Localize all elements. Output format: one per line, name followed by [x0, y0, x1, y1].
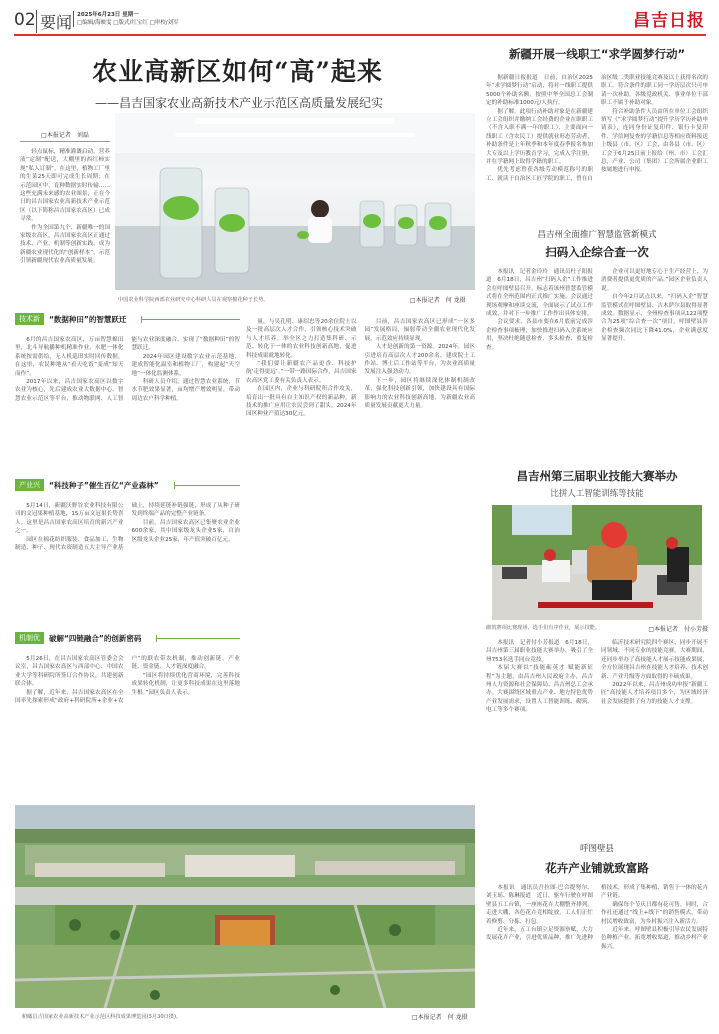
lead-photo-caption: 中国农业科学院西部农业研究中心科研人员在观察棉花种子长势。 [118, 297, 269, 303]
section-title: “数据种田”的智慧跃迁 [49, 314, 127, 324]
paragraph: 人才是创新的第一资源。2024年，园区引进培育高层次人才200余名，建成院士工作站、博士后工作站等平台，为农业高质量发展注入强劲动力。 [364, 344, 475, 376]
paragraph: 本届大赛以“技能砺英才 赋能新征程”为主题，由昌吉州人民政府主办，昌吉州人力资源和社会保障局、昌吉州总工会承办。大赛围绕区域重点产业、地方特色优势产业发展需求，设置人工智能训练、砌筑、电工等多个赛项。 [486, 665, 593, 714]
section-tag: 技术新 [15, 313, 44, 325]
lead-photo-credit: □本报记者 何 龙摄 [410, 297, 466, 304]
section-rule [156, 638, 240, 639]
article-title: 新疆开展一线职工“求学圆梦行动” [508, 47, 686, 61]
paragraph: 下一步，园区将继续深化体制机制改革，强化科技创新引领，加快建设具有国际影响力的农业科技创新高地，为新疆农业高质量发展贡献更大力量。 [364, 377, 475, 410]
article-study-dream [486, 46, 708, 224]
section-title: “科技种子”催生百亿“产业森林” [49, 480, 159, 490]
section-industry [15, 478, 240, 632]
aerial-photo-credit: □本报记者 何 龙摄 [412, 1014, 468, 1021]
section-rule [174, 485, 240, 486]
paragraph: 目前，昌吉国家农高区已集聚农业企业600余家，其中国家级龙头企业5家，自治区级龙头企业25家，年产值突破百亿元。 [131, 519, 240, 543]
paragraph: 科研人员介绍，通过智慧农业系统，节水节肥效果显著，亩均增产增效明显，带动周边农户科学种植。 [131, 379, 240, 402]
paragraph: 在园区内，企业与科研院所合作攻关，培育出一批具有自主知识产权的新品种，新技术的推广应用让农民尝到了甜头。2024年园区种业产值达30亿元。 [246, 386, 357, 418]
skills-photo-caption: 砌筑赛项比赛现场，选手们有序作业，展示技能。 [486, 625, 601, 631]
paragraph: 2024年园区建设数字农业示范基地，建成智能化温室和植物工厂，构建起“天空地”一体化监测体系。 [131, 353, 240, 377]
paragraph: 5月14日，新疆沃野谷农业科技有限公司的文冠果种植基地，15万亩文冠果长势喜人。这里是昌吉国家农高区培育的新兴产业之一。 [15, 503, 124, 535]
paragraph: 企业可以更好地专心于生产经营上，为消费者提供更优质的产品。”园区企业负责人说。 [601, 269, 708, 292]
aerial-photo-caption: 俯瞰昌吉国家农业高新技术产业示范区科技成果博览园(5月30日摄)。 [22, 1014, 182, 1020]
article-scan-code [486, 228, 708, 468]
paragraph: 6月的昌吉国家农高区，万亩智慧棉田里，北斗导航播种机精准作业，水肥一体化系统按需供给，无人机巡田实时回传数据。在这里，农民种地从“看天吃饭”变成“知天而作”。 [15, 337, 124, 377]
staff-credits: □编辑/海映雯 □版式/红宝红 □审校/刘军 [77, 20, 179, 26]
section-name: 要闻 [36, 10, 72, 33]
paragraph: 轻点鼠标，精准灌溉启动，营养液“定制”配送，大棚里的西红柿实现“私人订制”。在这里，植物工厂里的生菜25天即可完成生长周期；在示范园区中，育种数据实时传输……这些充满未来感的农业图景，正在今日的昌吉国家农业高新技术产业示范区（以下简称昌吉国家农高区）已成寻常。 [20, 149, 110, 223]
paragraph: 会议要求，各县市要在6月底前完成涉企检查事项梳理，加快推进扫码入企系统应用，坚决杜绝随意检查、多头检查、重复检查。 [486, 319, 593, 351]
paragraph: 2017年以来，昌吉国家农高区以数字农业为核心，先后建成农业大数据中心、智慧农业示范区等平台，推动物联网、人工智能与农业深度融合，实现了“数据种田”的智慧跃迁。 [15, 337, 240, 402]
article-title: 花卉产业铺就致富路 [545, 861, 649, 875]
article-kicker: 昌吉州全面推广智慧监管新模式 [537, 230, 657, 240]
section-tag: 机制优 [15, 632, 44, 644]
paragraph: 自今年2月试点以来，“扫码入企”智慧监管模式在呼图壁县、吉木萨尔县取得显著成效。数据显示，全州检查事项从122项整合为25项“综合查一次”项目，呼图壁县涉企检查频次同比下降41.0%，企业满意度显著提升。 [601, 294, 708, 343]
section-tag: 产业兴 [15, 479, 44, 491]
article-skills-contest [486, 468, 708, 804]
lead-subtitle: ——昌吉国家农业高新技术产业示范区高质量发展纪实 [95, 96, 384, 110]
section-rule [141, 319, 240, 320]
article-flower-industry [486, 842, 708, 1034]
section-title: 破解“四链融合”的创新密码 [49, 633, 142, 643]
lead-title: 农业高新区如何“高”起来 [92, 57, 383, 86]
paragraph: 近年来，呼图壁县积极引导农民发展特色种植产业，拓宽增收渠道，推动乡村产业振兴。 [601, 927, 708, 950]
section-tech [15, 312, 240, 481]
skills-photo-credit: □本报记者 付小芳摄 [648, 626, 708, 633]
paragraph: 目前，昌吉国家农高区已形成“一区多园”发展格局，辐射带动全疆农业现代化发展，示范效应持续显现。 [364, 319, 475, 342]
lab-photo [115, 113, 475, 290]
paragraph: “我们要让新疆农产品更香、科技护航‘走得更远’。”一带一路国际合作，昌吉国家农高区党工委有关负责人表示。 [246, 361, 357, 384]
paragraph: 据了解，此项行动补助对象是在新疆建立工会组织并缴纳工会经费的企业在职职工（不含入职不满一年的职工），主要面向一线职工（含农民工）提供就业形态劳动者，补助条件是上年秋季和本年度春季报名参加大专及以上学历教育学习，完成入学注册，并在学籍网上取得学籍的职工。 [486, 108, 593, 166]
article-subtitle: 比拼人工智能训练等技能 [550, 489, 644, 499]
page-number: 02 [14, 10, 36, 30]
article-title: 扫码入企综合查一次 [545, 245, 649, 259]
paragraph: 本报讯 记者付小芳报道 6月18日，昌吉州第三届职业技能大赛举办，吸引了全州753名选手同台竞技。 [486, 640, 593, 663]
newspaper-logo: 昌吉日报 [633, 11, 705, 31]
lead-intro [20, 130, 110, 298]
aerial-photo [15, 805, 475, 1008]
header-divider [14, 34, 706, 36]
paragraph: 本报讯 通讯员吾拉图·巴合提努尔、刘玉瑶、陈琳报道 近日，驱车行驶在呼图壁县五工台镇，一座座花卉大棚整齐排列。走进大棚，各色花卉竞相绽放，工人们正忙着修剪、分拣、打包。 [486, 885, 593, 925]
paragraph: 作为全国第九个、新疆唯一的国家级农高区，昌吉国家农高区正通过技术、产业、机制等创新实践，成为新疆农业现代化的“创新样本”，示范引领新疆现代农业高质量发展。 [20, 224, 110, 265]
paragraph: 符合补助条件人员由所在单位工会组织填写《“求学圆梦行动”提升学历学历补助申请表》，连同身份证复印件、银行卡复印件、学信网复查的学籍信息等相应资料报送上级县（市、区）工会，由各县（市、区）工会于6月25日前上报给（州、市）工会汇总，产业、公司（集团）工会所属企业职工按属地进行申报。 [601, 108, 708, 174]
paragraph: 近年来，五工台镇立足资源禀赋，大力发展花卉产业，引进优质品种，推广先进种植技术，形成了集种植、销售于一体的花卉产业链。 [486, 885, 708, 942]
paragraph: 据了解，近年来，昌吉国家农高区在全国率先探索形成“政府+科研院所+企业+农户”的联农带农机制，推动创新链、产业链、资金链、人才链深度融合。 [15, 656, 240, 705]
paragraph: 临沂技术研究院四个赛区，同步开展不同领域、不同专业的技能竞赛。大赛期间，还同步举办了高技能人才展示技能成果展，全方位展现昌吉州在技能人才培养、技术创新、产业升级等方面取得的丰硕成果。 [601, 640, 708, 680]
header-meta [73, 11, 179, 27]
paragraph: 据新疆日报报道 日前，自治区2025年“求学圆梦行动”启动，将对一线职工提供5000个补助名额，按照中华全国总工会制定的补助标准1000元/人执行。 [486, 75, 593, 107]
paragraph: 园区在棉花纺织服装、食品加工、生物制造、种子、现代农资制造五大主导产业基础上，持续延链补链强链，形成了从种子研发到终端产品的完整产业链条。 [15, 503, 240, 552]
paragraph: 确保每个节庆日都有花可售。同时，合作社还通过“线上+线下”的销售模式，带动村民增收致富，为乡村振兴注入新活力。 [601, 901, 708, 925]
paragraph: 量，与吴孔明、康绍忠等20余位院士以及一批高层次人才合作，引领核心技术突破与人才培养。举全区之力打造集科研、示范、转化于一体的农业科技创新高地，促进科技成果就地转化。 [246, 319, 357, 359]
paragraph: 本报讯 记者金玲玲 通讯员杜子阳报道 6月18日，昌吉州“扫码入企”工作推进会在呼图壁县召开，标志着该州智慧监管模式将在全州范围内正式推广实施。会议通过现场观摩和座谈交流，全面展示了试点工作成效，并对下一步推广工作作出具体安排。 [486, 269, 593, 318]
paragraph: 2022年以来，昌吉州成功申报“新疆工匠”高技能人才培养项目多个，为区域经济社会发展提供了有力的技能人才支撑。 [601, 682, 708, 705]
byline: □本报记者 刘磊 [20, 130, 110, 142]
article-title: 昌吉州第三届职业技能大赛举办 [516, 469, 678, 483]
issue-date: 2025年6月23日 星期一 [77, 12, 139, 18]
skills-contest-photo [492, 505, 702, 620]
paragraph: “园区将持续优化营商环境，完善科技成果转化机制，让更多科技成果在这里落地生根。”园区负责人表示。 [131, 672, 240, 696]
paragraph: 5月26日，在昌吉国家农高区管委会会议室，昌吉国家农高区与西部中心、中国农业大学等科研院所签订合作协议，共建创新联合体。 [15, 656, 124, 688]
paragraph: 优先考虑曾获各级劳动模范称号的职工、就读于自治区工匠学院的职工、曾在自治区级二类职业技能竞赛及以上获得名次的职工。符合条件的职工同一学历层次只可申请一次补助，各级党政机关、事业单位干部职工不属于补助对象。 [486, 75, 708, 182]
article-kicker: 呼图壁县 [579, 844, 614, 854]
section-mechanism [15, 631, 240, 800]
lead-continued-text [246, 318, 475, 798]
